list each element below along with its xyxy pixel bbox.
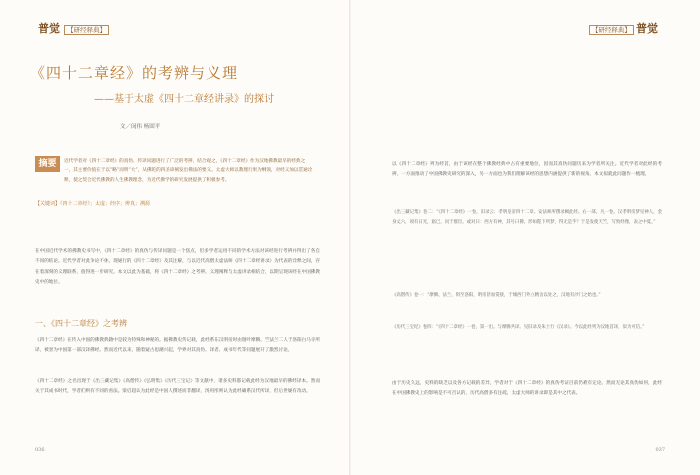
abstract-text: 近代学者对《四十二章经》的真伪、传译问题进行了广泛的考辨，结合观之，《四十二章经》作为汉地佛教最早的经典之一，其主要价值在于以“略”而明“大”，从佛陀的四圣谛阐发出佛法的要义。太虚大师以教理行果为纲领，对经义加以贯通诠释，使之契合近代佛教的人生佛教理念，为近代佛学的研究发展提供了积极参考。 xyxy=(64,159,313,183)
block-quote: 《出三藏记集》卷二：“《四十二章经》一卷。旧录云：孝明皇帝四十二章。安法师所撰录阙此经。右一部，凡一卷。汉孝明帝梦见神人，金身丈六，项有日光，寤已，问于群臣。或对曰：西方有神，其号曰佛，形如陛下所梦，得无是乎？于是发使天竺，写致经像，表之中夏。” xyxy=(392,210,662,225)
article-title: 《四十二章经》的考辨与义理 xyxy=(30,64,239,82)
block-quote: 《历代三宝纪》卷四：“《四十二章经》一卷，第一出。与摩腾共译。见旧录及朱士行《汉录》。今以此经列为汉地首译，似为可信。” xyxy=(392,325,645,330)
body-paragraph: 以《四十二章经》列为经首，由于该经在整个佛教经典中占有重要地位，因而其真伪问题历来为学者所关注。近代学者对此经的考辨，一方面推动了中国佛教史研究的深入，另一方面也为我们理解该经的思想内涵提供了新的视角。本文拟就此问题作一梳理。 xyxy=(392,162,662,178)
journal-logo: 普觉 xyxy=(38,22,60,35)
running-head xyxy=(587,20,658,36)
running-head xyxy=(38,20,109,36)
block-quote: 《高僧传》卷一：“摩腾、法兰，俱至洛阳，明帝甚加赏接，于城西门外立精舍以处之，汉地有沙门之始也。” xyxy=(392,293,601,298)
body-paragraph: 《四十二章经》之名出现于《出三藏记集》《高僧传》《弘明集》《历代三宝记》等文献中，诸多史料都记载此经为汉地最早的佛经译本。然而关于其成书时代，学者们则有不同的看法。梁启超认为此经是中国人撰述而非翻译，汤用彤则认为此经确系汉代所译，但后世屡有改动。 xyxy=(35,379,320,395)
abstract-label: 摘要 xyxy=(35,156,60,172)
section-tag: 【研经释典】 xyxy=(589,25,634,35)
keywords: 【关键词】《四十二章经》；太虚；经序；辨真；溯源 xyxy=(35,201,151,207)
intro-paragraph: 在中国近代学术的佛教史书写中，《四十二章经》的真伪与传译问题是一个焦点，但多学者运用不同的学术方法对该经进行考辨并得出了各自不同的结论。近代学者对此争论不休，现通行的《四十二章经》及其注解，与以近代高僧太虚法师《四十二章经讲录》为代表的诠释之间，存在着深刻的义理联系，值得进一步研究。本文以此为基础，将《四十二章经》之考辨、义理阐释与太虚讲录相结合，以期呈现该经在中国佛教史中的地位。 xyxy=(35,249,320,286)
author-line: 文／闵伟 杨固平 xyxy=(120,124,161,130)
page-number: 036 xyxy=(35,447,45,453)
journal-logo: 普觉 xyxy=(636,22,658,35)
section-heading: 一、《四十二章经》之考辨 xyxy=(35,319,127,328)
section-tag: 【研经释典】 xyxy=(64,25,109,35)
right-page xyxy=(350,0,700,475)
body-paragraph: 由于历史久远，史料的缺乏以及各方记载的差异，学者对于《四十二章经》的真伪考证目前仍难有定论。然而无论其真伪如何，此经在中国佛教史上的影响是不可否认的，历代高僧多有注疏，太虚大师的讲录即是其中之代表。 xyxy=(392,381,662,397)
article-subtitle: ——基于太虚《四十二章经讲录》的探讨 xyxy=(94,94,274,105)
body-paragraph: 《四十二章经》在传入中国的佛教典籍中是较为特殊和神秘的。据佛教史传记载，此经系东汉明帝时由迦叶摩腾、竺法兰二人于洛阳白马寺所译，被誉为中国第一部汉译佛经。然而近代以来，随着疑古思潮兴起，学界对其真伪、译者、成书年代等问题展开了激烈讨论。 xyxy=(35,338,320,354)
page-number: 037 xyxy=(655,447,665,453)
